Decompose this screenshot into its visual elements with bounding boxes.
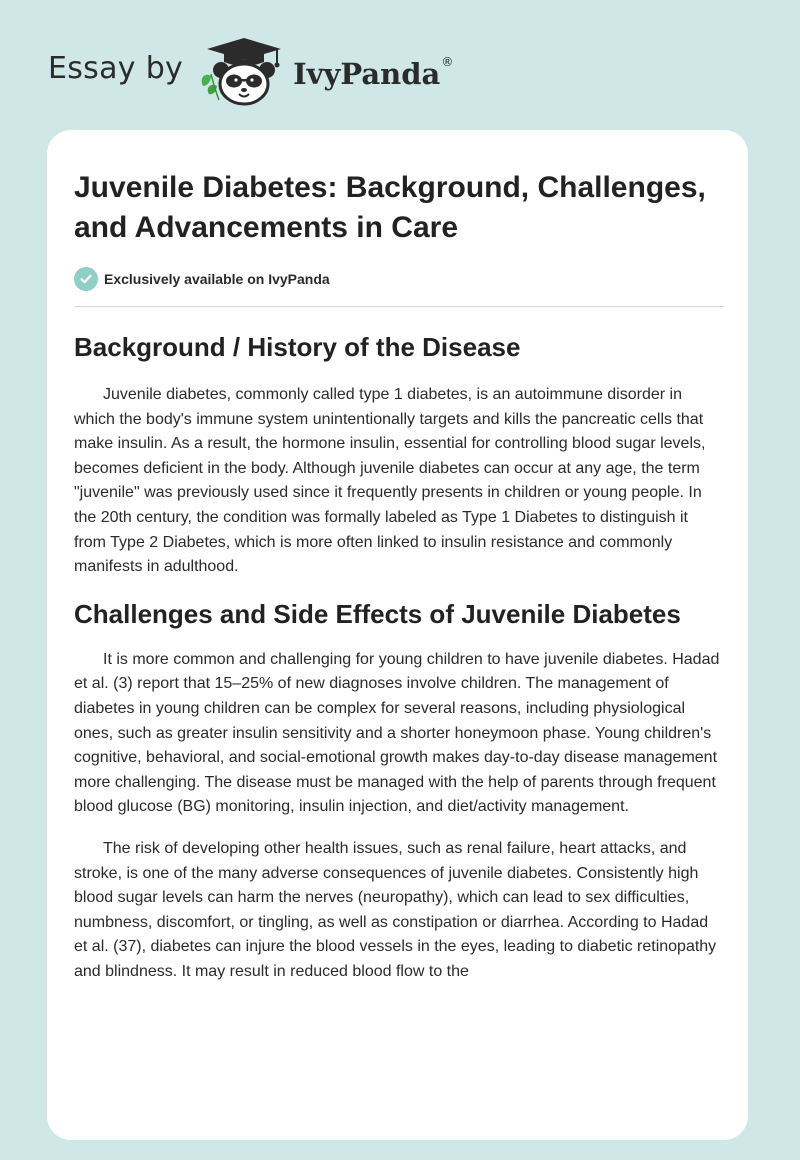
- exclusive-label: Exclusively available on IvyPanda: [104, 271, 330, 287]
- brand-logo[interactable]: [48, 36, 453, 108]
- essay-content: [74, 168, 724, 984]
- section-paragraph: It is more common and challenging for young children to have juvenile diabetes. Hadad et al. (3) report that 15–25% of new diagnoses involve children. The management of diabetes in young children can be complex for several reasons, including physiological ones, such as greater insulin sensitivity and a shorter honeymoon phase. Young children's cognitive, behavioral, and social-emotional growth makes day-to-day disease management more challenging. The disease must be managed with the help of parents through frequent blood glucose (BG) monitoring, insulin injection, and diet/activity management.: [74, 650, 720, 816]
- title-divider: [74, 306, 724, 307]
- section-heading: Challenges and Side Effects of Juvenile Diabetes: [74, 598, 681, 629]
- panda-graduate-icon: [197, 34, 291, 106]
- brand-prefix: Essay by: [48, 50, 184, 86]
- exclusive-badge: [74, 266, 724, 292]
- brand-name: IvyPanda: [293, 57, 441, 91]
- section-paragraph: Juvenile diabetes, commonly called type 1 diabetes, is an autoimmune disorder in which the body's immune system unintentionally targets and kills the pancreatic cells that make insulin. As a result, the hormone insulin, essential for controlling blood sugar levels, becomes deficient in the body. Although juvenile diabetes can occur at any age, the term "juvenile" was previously used since it frequently presents in children or young people. In the 20th century, the condition was formally labeled as Type 1 Diabetes to distinguish it from Type 2 Diabetes, which is more often linked to insulin resistance and commonly manifests in adulthood.: [74, 386, 706, 576]
- check-circle-icon: [74, 267, 98, 291]
- registered-mark: ®: [441, 55, 454, 69]
- essay-title: Juvenile Diabetes: Background, Challenges, and Advancements in Care: [74, 171, 706, 244]
- essay-card: [47, 130, 748, 1140]
- section-paragraph: The risk of developing other health issues, such as renal failure, heart attacks, and stroke, is one of the many adverse consequences of juvenile diabetes. Consistently high blood sugar levels can harm the nerves (neuropathy), which can lead to sex difficulties, numbness, discomfort, or tingling, as well as constipation or diarrhea. According to Hadad et al. (37), diabetes can injure the blood vessels in the eyes, leading to diabetic retinopathy and blindness. It may result in reduced blood flow to the: [74, 839, 717, 980]
- section-heading: Background / History of the Disease: [74, 332, 521, 362]
